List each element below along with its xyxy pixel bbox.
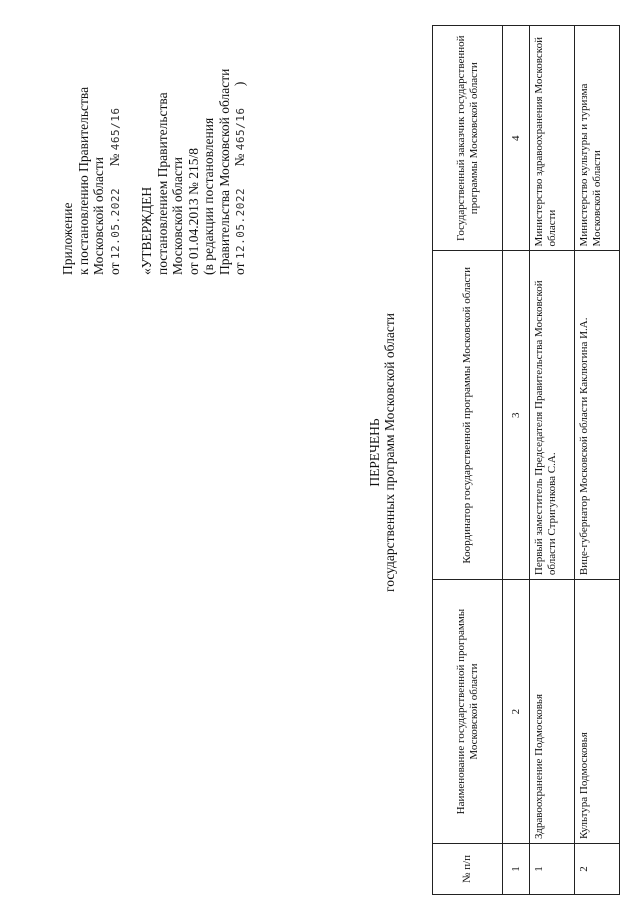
program-coordinator: Вице-губернатор Московской области Каклюгина И.А.	[575, 251, 620, 580]
original-decree-date: от 01.04.2013 № 215/8	[185, 148, 201, 275]
from-label: от	[106, 262, 122, 275]
decree-number: 465/16	[108, 107, 122, 151]
program-customer: Министерство здравоохранения Московской области	[530, 26, 575, 251]
program-name: Здравоохранение Подмосковья	[530, 580, 575, 844]
program-coordinator: Первый заместитель Председателя Правительства Московской области Стригункова С.А.	[530, 251, 575, 580]
decree-date-line	[107, 5, 124, 275]
decree-date: 12.05.2022	[108, 187, 122, 260]
by-decree-label: постановлением Правительства	[154, 92, 170, 275]
edition-number: 465/16	[234, 107, 247, 151]
table-row	[530, 26, 575, 895]
government-region-label: Правительства Московской области	[216, 68, 232, 275]
program-name: Культура Подмосковья	[575, 580, 620, 844]
row-number: 2	[575, 844, 620, 895]
programs-table	[432, 25, 620, 895]
title-heading: ПЕРЕЧЕНЬ	[367, 418, 382, 487]
column-number-row	[503, 26, 530, 895]
header-cell-coordinator: Координатор государственной программы Московской области	[433, 251, 503, 580]
header-cell-customer: Государственный заказчик государственной программы Московской области	[433, 26, 503, 251]
table-header-row	[433, 26, 503, 895]
edition-date: 12.05.2022	[234, 187, 247, 260]
document-title	[367, 0, 397, 905]
region2-label: Московской области	[170, 156, 185, 275]
header-cell-name: Наименование государственной программы Московской области	[433, 580, 503, 844]
number-label: №	[106, 153, 122, 167]
from-label-2: от	[232, 262, 247, 275]
region-label: Московской области	[91, 156, 106, 275]
approved-label: «УТВЕРЖДЕН	[139, 186, 154, 275]
program-customer: Министерство культуры и туризма Московской области	[575, 26, 620, 251]
column-number: 3	[503, 251, 530, 580]
title-subheading: государственных программ Московской области	[382, 313, 397, 592]
column-number: 1	[503, 844, 530, 895]
closing-paren: )	[232, 81, 247, 87]
header-cell-number: № п/п	[433, 844, 503, 895]
column-number: 4	[503, 26, 530, 251]
table-row	[575, 26, 620, 895]
to-decree-label: к постановлению Правительства	[75, 86, 91, 275]
row-number: 1	[530, 844, 575, 895]
edition-date-line	[232, 5, 249, 275]
appendix-label: Приложение	[60, 202, 75, 275]
number-label-2: №	[232, 153, 247, 167]
approval-stamp-block	[60, 5, 249, 275]
edition-label: (в редакции постановления	[201, 117, 216, 275]
column-number: 2	[503, 580, 530, 844]
